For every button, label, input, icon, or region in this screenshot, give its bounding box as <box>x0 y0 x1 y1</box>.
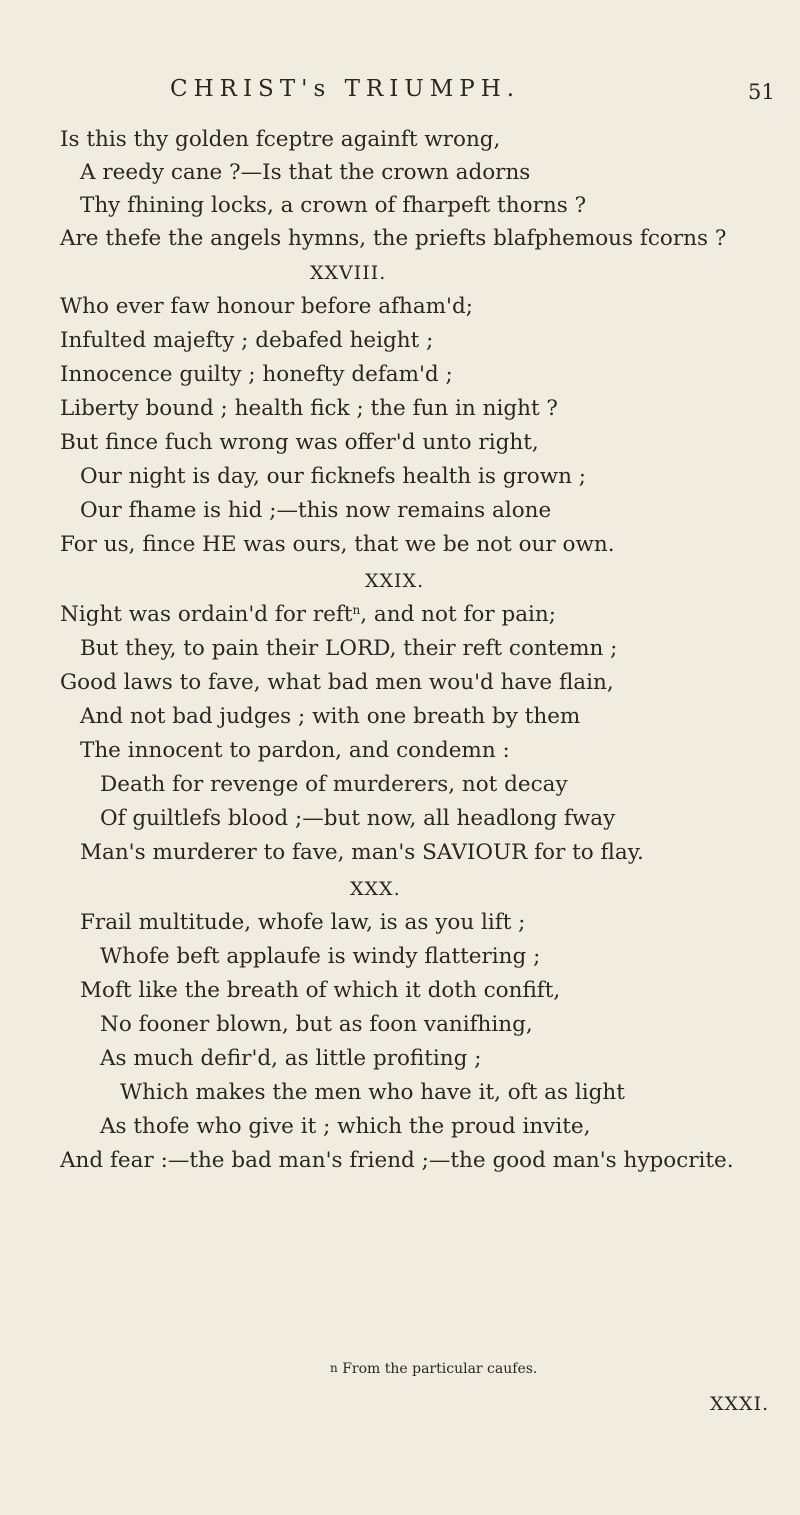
verse-line: And not bad judges ; with one breath by them <box>80 704 581 729</box>
verse-line: And fear :—the bad man's friend ;—the good man's hypocrite. <box>60 1148 734 1173</box>
verse-line: Of guiltlefs blood ;—but now, all headlong fway <box>100 806 616 831</box>
verse-line: As much defir'd, as little profiting ; <box>100 1046 482 1071</box>
verse-line: Death for revenge of murderers, not decay <box>100 772 568 797</box>
verse-line: A reedy cane ?—Is that the crown adorns <box>80 160 531 185</box>
verse-text: , and not for pain; <box>360 602 557 627</box>
verse-line: Moft like the breath of which it doth confift, <box>80 978 561 1003</box>
verse-line: But fince fuch wrong was offer'd unto right, <box>60 430 539 455</box>
verse-line: Thy fhining locks, a crown of fharpeft thorns ? <box>80 193 587 218</box>
footnote-reference: n <box>352 603 361 617</box>
verse-line: Innocence guilty ; honefty defam'd ; <box>60 362 453 387</box>
footnote <box>330 1361 537 1377</box>
running-head: CHRIST's TRIUMPH. <box>170 76 521 102</box>
verse-line: For us, fince HE was ours, that we be not our own. <box>60 532 615 557</box>
footnote-text: From the particular caufes. <box>342 1361 538 1377</box>
verse-line: Is this thy golden fceptre againft wrong, <box>60 127 501 152</box>
footnote-mark: n <box>330 1361 338 1375</box>
verse-line: No fooner blown, but as foon vanifhing, <box>100 1012 533 1037</box>
catchword: XXXI. <box>710 1393 770 1415</box>
verse-line: Are thefe the angels hymns, the priefts blafphemous fcorns ? <box>60 226 727 251</box>
verse-line: Whofe beft applaufe is windy flattering ; <box>100 944 541 969</box>
verse-text: Night was ordain'd for reft <box>60 602 353 627</box>
verse-line: Infulted majefty ; debafed height ; <box>60 328 434 353</box>
verse-line: As thofe who give it ; which the proud invite, <box>100 1114 591 1139</box>
verse-line: Frail multitude, whofe law, is as you lift ; <box>80 910 526 935</box>
verse-line: The innocent to pardon, and condemn : <box>80 738 510 763</box>
verse-line: But they, to pain their LORD, their reft contemn ; <box>80 636 618 661</box>
verse-line: Who ever faw honour before afham'd; <box>60 294 473 319</box>
verse-line: Liberty bound ; health fick ; the fun in night ? <box>60 396 558 421</box>
stanza-number: XXX. <box>350 878 401 900</box>
verse-line <box>60 604 556 626</box>
stanza-number: XXVIII. <box>310 262 387 284</box>
verse-line: Which makes the men who have it, oft as light <box>120 1080 625 1105</box>
stanza-number: XXIX. <box>365 570 425 592</box>
verse-line: Our night is day, our ficknefs health is grown ; <box>80 464 587 489</box>
verse-line: Good laws to fave, what bad men wou'd have flain, <box>60 670 614 695</box>
verse-line: Man's murderer to fave, man's SAVIOUR for to flay. <box>80 840 644 865</box>
verse-line: Our fhame is hid ;—this now remains alone <box>80 498 552 523</box>
page-number: 51 <box>748 80 775 104</box>
